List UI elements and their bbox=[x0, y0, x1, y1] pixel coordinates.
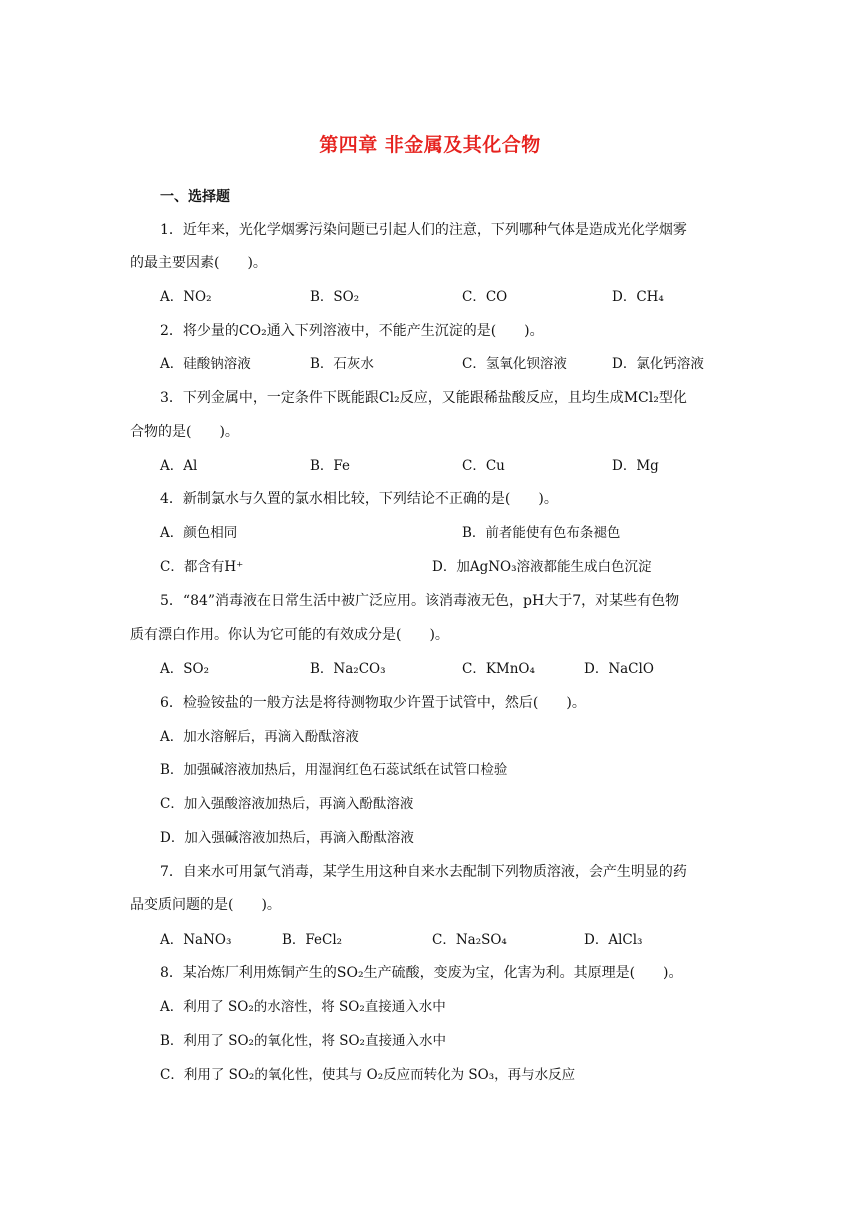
question-8-stem-line1: 8．某冶炼厂利用炼铜产生的SO₂生产硫酸，变废为宝，化害为利。其原理是( )。 bbox=[160, 965, 683, 981]
question-1-option-b: B．SO₂ bbox=[310, 289, 360, 305]
question-5-option-d: D．NaClO bbox=[584, 661, 654, 677]
page-title: 第四章 非金属及其化合物 bbox=[319, 134, 541, 156]
question-7-option-a: A．NaNO₃ bbox=[160, 932, 232, 948]
question-5-option-c: C．KMnO₄ bbox=[462, 661, 535, 677]
question-3-option-a: A．Al bbox=[160, 458, 198, 474]
question-3-option-b: B．Fe bbox=[310, 458, 351, 474]
question-6-option-a: A．加水溶解后，再滴入酚酞溶液 bbox=[160, 729, 359, 745]
question-3-option-d: D．Mg bbox=[612, 458, 659, 474]
question-8-option-a: A．利用了 SO₂的水溶性，将 SO₂直接通入水中 bbox=[160, 999, 446, 1015]
question-4-option-b: B．前者能使有色布条褪色 bbox=[462, 525, 621, 541]
question-1-option-d: D．CH₄ bbox=[612, 289, 664, 305]
question-2-stem-line1: 2．将少量的CO₂通入下列溶液中，不能产生沉淀的是( )。 bbox=[160, 323, 544, 339]
question-8-option-c: C．利用了 SO₂的氧化性，使其与 O₂反应而转化为 SO₃，再与水反应 bbox=[160, 1067, 576, 1083]
question-2-option-b: B．石灰水 bbox=[310, 356, 374, 372]
question-5-stem-line2: 质有漂白作用。你认为它可能的有效成分是( )。 bbox=[130, 627, 449, 643]
question-2-option-c: C．氢氧化钡溶液 bbox=[462, 356, 567, 372]
question-7-option-b: B．FeCl₂ bbox=[282, 932, 343, 948]
question-7-stem-line2: 品变质问题的是( )。 bbox=[130, 897, 281, 913]
question-4-option-a: A．颜色相同 bbox=[160, 525, 238, 541]
question-1-option-a: A．NO₂ bbox=[160, 289, 212, 305]
question-7-stem-line1: 7．自来水可用氯气消毒，某学生用这种自来水去配制下列物质溶液，会产生明显的药 bbox=[160, 864, 687, 880]
question-7-option-c: C．Na₂SO₄ bbox=[432, 932, 507, 948]
question-5-option-a: A．SO₂ bbox=[160, 661, 209, 677]
question-2-option-d: D．氯化钙溶液 bbox=[612, 356, 704, 372]
question-1-stem-line1: 1．近年来，光化学烟雾污染问题已引起人们的注意，下列哪种气体是造成光化学烟雾 bbox=[160, 222, 687, 238]
question-4-option-d: D．加AgNO₃溶液都能生成白色沉淀 bbox=[432, 559, 652, 575]
question-7-option-d: D．AlCl₃ bbox=[584, 932, 643, 948]
question-6-option-c: C．加入强酸溶液加热后，再滴入酚酞溶液 bbox=[160, 796, 414, 812]
question-3-stem-line2: 合物的是( )。 bbox=[130, 424, 239, 440]
question-1-stem-line2: 的最主要因素( )。 bbox=[130, 255, 267, 271]
question-3-option-c: C．Cu bbox=[462, 458, 505, 474]
question-8-option-b: B．利用了 SO₂的氧化性，将 SO₂直接通入水中 bbox=[160, 1033, 446, 1049]
question-5-option-b: B．Na₂CO₃ bbox=[310, 661, 386, 677]
question-4-stem-line1: 4．新制氯水与久置的氯水相比较，下列结论不正确的是( )。 bbox=[160, 491, 558, 507]
question-6-stem-line1: 6．检验铵盐的一般方法是将待测物取少许置于试管中，然后( )。 bbox=[160, 695, 586, 711]
question-5-stem-line1: 5．“84”消毒液在日常生活中被广泛应用。该消毒液无色，pH大于7，对某些有色物 bbox=[160, 593, 680, 609]
section-heading: 一、选择题 bbox=[160, 189, 230, 205]
question-4-option-c: C．都含有H⁺ bbox=[160, 559, 244, 575]
question-1-option-c: C．CO bbox=[462, 289, 508, 305]
question-6-option-b: B．加强碱溶液加热后，用湿润红色石蕊试纸在试管口检验 bbox=[160, 762, 508, 778]
question-6-option-d: D．加入强碱溶液加热后，再滴入酚酞溶液 bbox=[160, 830, 414, 846]
question-2-option-a: A．硅酸钠溶液 bbox=[160, 356, 251, 372]
question-3-stem-line1: 3．下列金属中，一定条件下既能跟Cl₂反应，又能跟稀盐酸反应，且均生成MCl₂型化 bbox=[160, 390, 687, 406]
